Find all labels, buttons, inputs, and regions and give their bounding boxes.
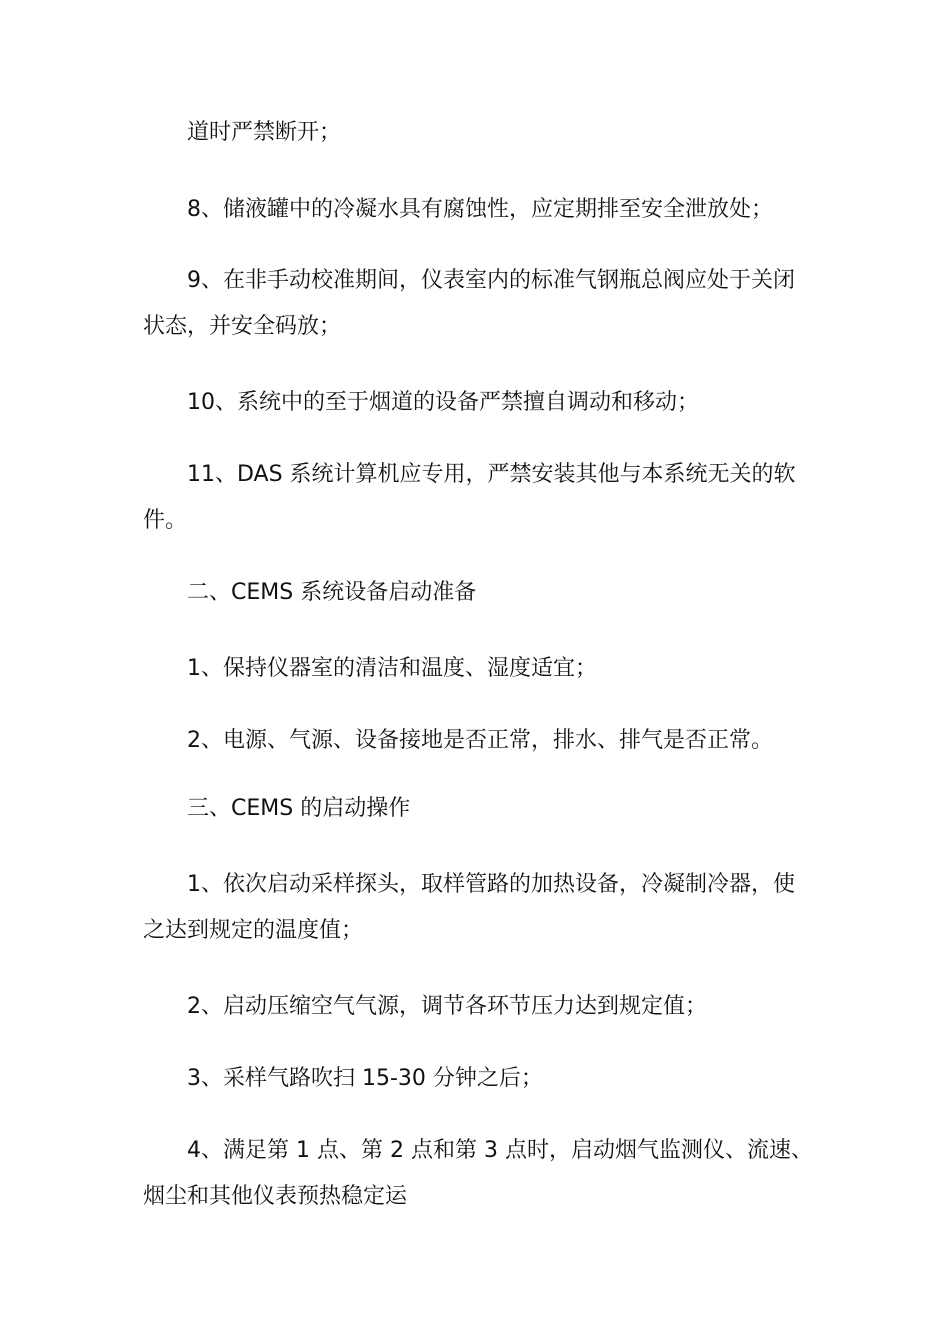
paragraph-prep-1: 1、保持仪器室的清洁和温度、湿度适宜；: [187, 656, 597, 681]
section-heading-3: 三、CEMS 的启动操作: [187, 796, 411, 821]
paragraph-item-9: 9、在非手动校准期间，仪表室内的标准气钢瓶总阀应处于关闭状态，并安全码放；: [143, 268, 795, 339]
paragraph-continuation: 道时严禁断开；: [187, 120, 342, 145]
paragraph-start-3: 3、采样气路吹扫 15-30 分钟之后；: [187, 1066, 543, 1091]
paragraph-item-10: 10、系统中的至于烟道的设备严禁擅自调动和移动；: [187, 390, 699, 415]
paragraph-prep-2: 2、电源、气源、设备接地是否正常，排水、排气是否正常。: [187, 728, 773, 753]
paragraph-start-1: 1、依次启动采样探头，取样管路的加热设备，冷凝制冷器，使之达到规定的温度值；: [143, 872, 795, 943]
paragraph-start-2: 2、启动压缩空气气源，调节各环节压力达到规定值；: [187, 994, 707, 1019]
paragraph-item-8: 8、储液罐中的冷凝水具有腐蚀性，应定期排至安全泄放处；: [187, 197, 773, 222]
paragraph-item-11: 11、DAS 系统计算机应专用，严禁安装其他与本系统无关的软件。: [143, 462, 796, 533]
paragraph-start-4: 4、满足第 1 点、第 2 点和第 3 点时，启动烟气监测仪、流速、烟尘和其他仪表预热稳定运: [143, 1138, 813, 1209]
section-heading-2: 二、CEMS 系统设备启动准备: [187, 580, 477, 605]
